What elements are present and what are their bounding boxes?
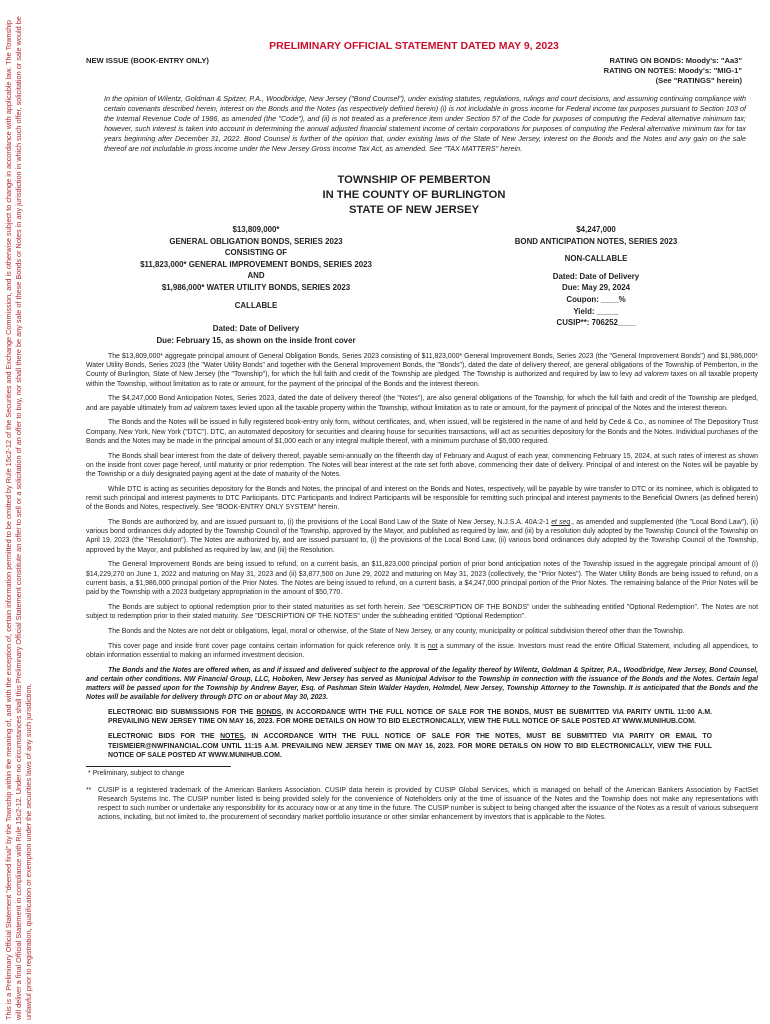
new-issue-label: NEW ISSUE (BOOK-ENTRY ONLY) [86, 56, 209, 65]
rating-bonds: RATING ON BONDS: Moody's: "Aa3" [609, 56, 742, 65]
bonds-amount: $13,809,000* [232, 225, 280, 234]
paragraph-bonds: The $13,809,000* aggregate principal amount of General Obligation Bonds, Series 2023 consisting of $11,823,000* General Improvement Bonds, Series 2023 (the "General Improvement Bonds") and $1,986,000* Water Utility Bonds, Series 2023 (the "Water Utility Bonds" and together with the General Improvement Bonds, the "Bonds"), dated the date of delivery thereof, are general obligations of the Township of Pemberton, in the County of Burlington, State of New Jersey (the "Township"), for which the full faith and credit of the Township are pledged. The Township is authorized and required by law to levy ad valorem taxes on all taxable property within the Township, without limitation as to rate or amount, for the payment of the principal of the Bonds and the interest thereon. [86, 353, 758, 388]
paragraph-redemption: The Bonds are subject to optional redemption prior to their stated maturities as set forth herein. See "DESCRIPTION OF THE BONDS" under the subheading entitled "Optional Redemption". The Notes are not subject to redemption prior to their stated maturity. See "DESCRIPTION OF THE NOTES" under the subheading entitled "Optional Redemption". [86, 603, 758, 621]
notes-cusip: CUSIP**: 706252____ [556, 318, 636, 328]
paragraph-interest: The Bonds shall bear interest from the date of delivery thereof, payable semi-annually on the fifteenth day of February and August of each year, commencing February 15, 2024, at such rates of interest as shown on the inside front cover page hereof, until maturity or prior redemption. The Notes will bear interest at the rate set forth above, commencing their date of delivery. Principal of and interest on the Notes will be payable by the Township or a duly designated paying agent at the date of maturity of the Notes. [86, 452, 758, 479]
notes-amount: $4,247,000 [576, 225, 616, 234]
paragraph-offering: The Bonds and the Notes are offered when, as and if issued and delivered subject to the approval of the legality thereof by Wilentz, Goldman & Spitzer, P.A., Woodbridge, New Jersey, Bond Counsel, and certain other conditions. NW Financial Group, LLC, Hoboken, New Jersey has served as Municipal Advisor to the Township in connection with the issuance of the Bonds and the Notes. Certain legal matters will be passed upon for the Township by Andrew Bayer, Esq. of Pashman Stein Walder Hayden, Holmdel, New Jersey, Township Attorney to the Township. It is anticipated that the Bonds and the Notes will be available for delivery through DTC on or about May 30, 2023. [86, 666, 758, 702]
bonds-consisting: CONSISTING OF [224, 248, 288, 258]
notes-dated: Dated: Date of Delivery [552, 271, 640, 281]
bonds-due: Due: February 15, as shown on the inside front cover [156, 335, 356, 345]
bonds-summary [86, 224, 426, 346]
issuer-block [86, 173, 742, 218]
paragraph-purpose: The General Improvement Bonds are being issued to refund, on a current basis, an $11,823,000 principal portion of prior bond anticipation notes of the Township issued in the aggregate principal amount of (i) $14,229,270 on June 1, 2022 and maturing on May 31, 2023 and (ii) $3,877,500 on June 29, 2022 and maturing on May 31, 2023 (collectively, the "Prior Notes"). The Water Utility Bonds are being issued to refund, on a current basis, a $1,986,000 principal portion of the Prior Notes. The Notes are being issued to refund, on a current basis, a $4,247,000 principal portion of the Prior Notes. The remaining balance of the Prior Notes will be paid by the Township with a 2023 budgetary appropriation in the amount of $50,770. [86, 561, 758, 597]
paragraph-authorization: The Bonds are authorized by, and are issued pursuant to, (i) the provisions of the Local Bond Law of the State of New Jersey, N.J.S.A. 40A:2-1 et seq., as amended and supplemented (the "Local Bond Law"), (ii) various bond ordinances duly adopted by the Township Council of the Township, approved by the Mayor, and published as required by law, and (iii) by a resolution duly adopted by the Township Council of the Township on April 19, 2023 (the "Resolution"). The Notes are authorized by, and are issued pursuant to, (i) the provisions of the Local Bond Law, (ii) various bond ordinances duly adopted by the Township Council of the Township, approved by the Mayor, and published as required by law, and (iii) the Resolution. [86, 519, 759, 554]
bonds-callable: CALLABLE [234, 300, 278, 310]
notes-coupon: Coupon: ____% [566, 294, 626, 304]
bonds-dated: Dated: Date of Delivery [212, 324, 300, 334]
notes-title: BOND ANTICIPATION NOTES, SERIES 2023 [514, 236, 678, 246]
paragraph-not-debt: The Bonds and the Notes are not debt or obligations, legal, moral or otherwise, of the State of New Jersey, or any county, municipality or political subdivision thereof other than the Township. [108, 627, 685, 635]
footnote-preliminary: * Preliminary, subject to change [88, 770, 185, 778]
bonds-water-utility: $1,986,000* WATER UTILITY BONDS, SERIES 2023 [161, 282, 351, 292]
electronic-bid-notes: ELECTRONIC BIDS FOR THE NOTES, IN ACCORDANCE WITH THE FULL NOTICE OF SALE FOR THE NOTES, MUST BE SUBMITTED VIA PARITY OR EMAIL TO TEISMEIER@NWFINANCIAL.COM UNTIL 11:15 A.M. PREVAILING NEW JERSEY TIME ON MAY 16, 2023. FOR MORE DETAILS ON HOW TO BID ELECTRONICALLY, VIEW THE FULL NOTICE OF SALE POSTED AT WWW.MUNIHUB.COM. [108, 733, 712, 759]
cover-body [86, 352, 758, 822]
ratings-block [604, 56, 742, 86]
footnote-cusip: ** CUSIP is a registered trademark of the American Bankers Association. CUSIP data herein is provided by CUSIP Global Services, which is managed on behalf of the American Bankers Association by FactSet Research Systems Inc. The CUSIP number listed is being provided solely for the convenience of Noteholders only at the time of issuance of the Notes and the Township does not make any representations with respect to such number or undertake any responsibility for its accuracy now or at any time in the future. The CUSIP number is subject to being changed after the issuance of the Notes as a result of various subsequent actions, including, but not limited to, the procurement of secondary market portfolio insurance or other similar enhancement by investors that is applicable to the Notes. [86, 787, 758, 822]
issuer-county: IN THE COUNTY OF BURLINGTON [322, 189, 506, 201]
footnote-divider [86, 766, 231, 767]
notes-yield: Yield: _____ [573, 306, 619, 316]
electronic-bid-bonds: ELECTRONIC BID SUBMISSIONS FOR THE BONDS, IN ACCORDANCE WITH THE FULL NOTICE OF SALE FOR THE BONDS, MUST BE SUBMITTED VIA PARITY UNTIL 11:00 A.M. PREVAILING NEW JERSEY TIME ON MAY 16, 2023. FOR MORE DETAILS ON HOW TO BID ELECTRONICALLY, VIEW THE FULL NOTICE OF SALE POSTED AT WWW.MUNIHUB.COM. [108, 709, 712, 726]
paragraph-book-entry: The Bonds and the Notes will be issued in fully registered book-entry only form, without certificates, and, when issued, will be registered in the name of and held by Cede & Co., as nominee of The Depository Trust Company, New York, New York ("DTC"). DTC, an automated depository for securities and clearing house for securities transactions, will act as securities depository for the Bonds and the Notes. Individual purchases of the Bonds and the Notes may be made in the principal amount of $1,000 each or any integral multiple thereof, with a minimum purchase of $5,000 required. [86, 419, 758, 445]
preliminary-title: PRELIMINARY OFFICIAL STATEMENT DATED MAY 9, 2023 [269, 40, 559, 52]
bonds-title: GENERAL OBLIGATION BONDS, SERIES 2023 [169, 236, 343, 246]
notes-due: Due: May 29, 2024 [562, 283, 630, 293]
notes-noncallable: NON-CALLABLE [564, 254, 628, 264]
tax-opinion: In the opinion of Wilentz, Goldman & Spitzer, P.A., Woodbridge, New Jersey ("Bond Counsel"), under existing statutes, regulations, rulings and court decisions, and assuming continuing compliance with certain covenants described herein, interest on the Bonds and the Notes (as respectively defined herein) (i) is not includable in gross income for Federal income tax purposes pursuant to Section 103 of the Internal Revenue Code of 1986, as amended (the "Code"), and (ii) is not treated as a preference item under Section 57 of the Code for purposes of computing the Federal alternative minimum tax; however, such interest is taken into account in determining the annual adjusted financial statement income of certain corporations for purposes of computing the Federal alternative minimum tax for tax years beginning after December 31, 2022. Bond Counsel is further of the opinion that, under existing laws of the State of New Jersey, interest on the Bonds and the Notes and any gain on the sale thereof are not includable in gross income under the New Jersey Gross Income Tax Act, as amended. See "TAX MATTERS" herein. [104, 94, 746, 153]
red-herring-text: This is a Preliminary Official Statement "deemed final" by the Township within the meaning of, and with the exception of, certain information permitted to be omitted by Rule 15c2-12 of the Securities and Exchange Commission, and is otherwise subject to change in accordance with applicable law. The Township will deliver a final Official Statement in compliance with Rule 15c2-12. Under no circumstances shall this Preliminary Official Statement constitute an offer to sell or a solicitation of an offer to buy, nor shall there be any sale of these Bonds or Notes in any jurisdiction in which such offer, solicitation or sale would be unlawful prior to registration, qualification or exemption under the securities laws of any such jurisdiction. [4, 16, 34, 1020]
rating-notes: RATING ON NOTES: Moody's: "MIG-1" [603, 66, 742, 75]
issuer-state: STATE OF NEW JERSEY [348, 204, 480, 216]
bonds-and: AND [247, 271, 265, 281]
paragraph-quick-reference: This cover page and inside front cover page contains certain information for quick reference only. It is not a summary of the issue. Investors must read the entire Official Statement, including all appendices, to obtain information essential to making an informed investment decision. [86, 642, 758, 659]
issuer-name: TOWNSHIP OF PEMBERTON [337, 174, 491, 186]
rating-reference: (See "RATINGS" herein) [655, 76, 742, 85]
paragraph-dtc: While DTC is acting as securities depository for the Bonds and Notes, the principal of and interest on the Bonds and Notes, respectively, will be payable by wire transfer to DTC or its nominee, which is obligated to remit such principal and interest payments to DTC Participants. DTC Participants and Indirect Participants will be responsible for remitting such principal and interest payments to the Beneficial Owners (as defined herein) of the Bonds and Notes, respectively. See "BOOK-ENTRY ONLY SYSTEM" herein. [86, 485, 758, 512]
notes-summary [446, 224, 746, 329]
bonds-general-improvement: $11,823,000* GENERAL IMPROVEMENT BONDS, SERIES 2023 [140, 259, 372, 269]
red-herring-legend [4, 10, 70, 1020]
paragraph-notes: The $4,247,000 Bond Anticipation Notes, Series 2023, dated the date of delivery thereof (the "Notes"), are also general obligations of the Township, for which the full faith and credit of the Township are pledged, and are payable ultimately from ad valorem taxes levied upon all the taxable property within the Township, without limitation as to rate or amount, for the payment of principal of the Notes and the interest thereon. [86, 395, 758, 412]
